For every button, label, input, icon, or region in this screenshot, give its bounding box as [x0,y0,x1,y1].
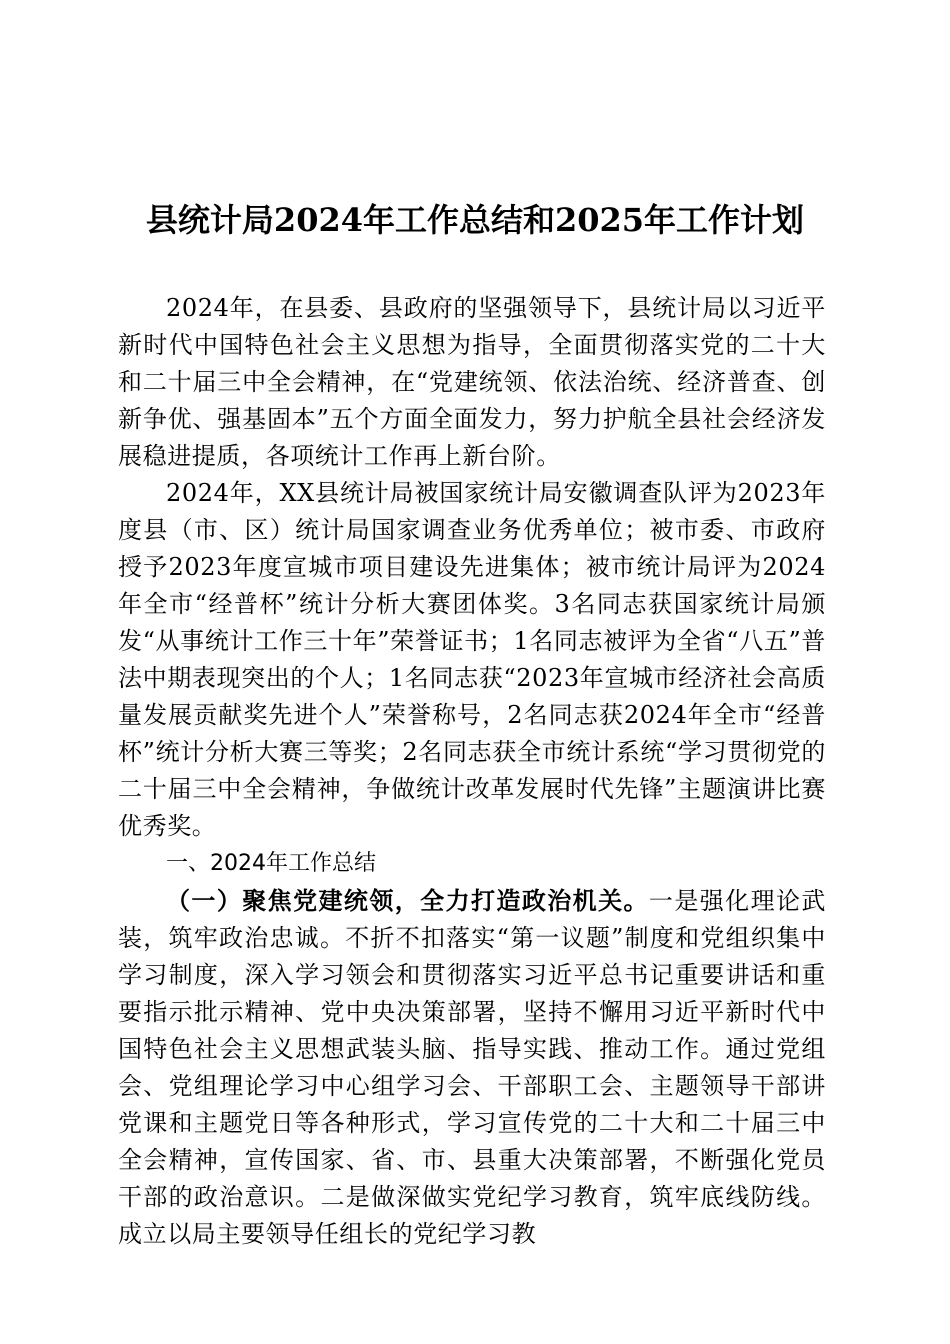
intro-paragraph: 2024年，在县委、县政府的坚强领导下，县统计局以习近平新时代中国特色社会主义思想为指导，全面贯彻落实党的二十大和二十届三中全会精神，在“党建统领、依法治统、经济普查、创新争优、强基固本”五个方面全面发力，努力护航全县社会经济发展稳进提质，各项统计工作再上新台阶。 [118,294,826,470]
document-body [118,290,826,1253]
honors-paragraph: 2024年，XX县统计局被国家统计局安徽调查队评为2023年度县（市、区）统计局国家调查业务优秀单位；被市委、市政府授予2023年度宣城市项目建设先进集体；被市统计局评为2024年全市“经普杯”统计分析大赛团体奖。3名同志获国家统计局颁发“从事统计工作三十年”荣誉证书；1名同志被评为全省“八五”普法中期表现突出的个人；1名同志获“2023年宣城市经济社会高质量发展贡献奖先进个人”荣誉称号，2名同志获2024年全市“经普杯”统计分析大赛三等奖；2名同志获全市统计系统“学习贯彻党的二十届三中全会精神，争做统计改革发展时代先锋”主题演讲比赛优秀奖。 [118,479,826,840]
subsection-lead: （一）聚焦党建统领，全力打造政治机关。 [166,886,649,915]
section-heading-work-summary: 一、2024年工作总结 [166,851,376,876]
subsection-paragraph-party-building [118,882,826,1253]
subsection-body: 一是强化理论武装，筑牢政治忠诚。不折不扣落实“第一议题”制度和党组织集中学习制度，深入学习领会和贯彻落实习近平总书记重要讲话和重要指示批示精神、党中央决策部署，坚持不懈用习近平新时代中国特色社会主义思想武装头脑、指导实践、推动工作。通过党组会、党组理论学习中心组学习会、干部职工会、主题领导干部讲党课和主题党日等各种形式，学习宣传党的二十大和二十届三中全会精神，宣传国家、省、市、县重大决策部署，不断强化党员干部的政治意识。二是做深做实党纪学习教育，筑牢底线防线。成立以局主要领导任组长的党纪学习教 [118,887,826,1248]
document-title: 县统计局2024年工作总结和2025年工作计划 [145,201,805,239]
